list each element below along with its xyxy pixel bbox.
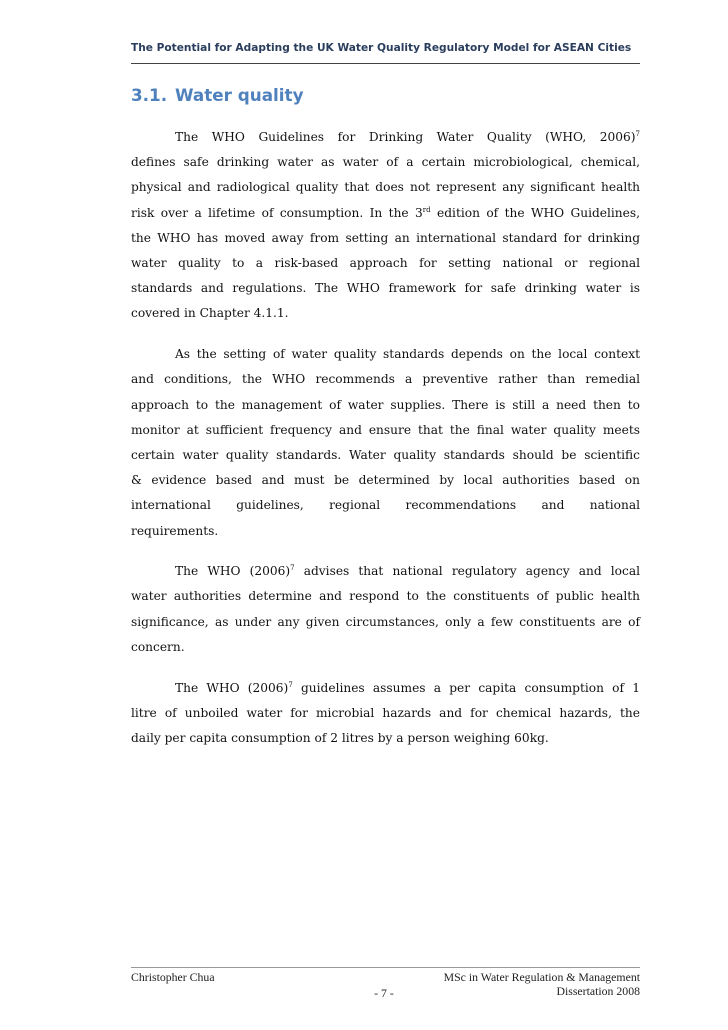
line-text: The WHO (2006) <box>175 680 289 695</box>
superscript: 7 <box>290 564 295 573</box>
text-line <box>131 301 640 326</box>
text-line <box>131 726 640 751</box>
text-line <box>131 175 640 200</box>
line-text: standards and regulations. The WHO framework for safe drinking water is <box>131 281 640 296</box>
text-line <box>131 468 640 493</box>
text-line <box>131 493 640 518</box>
text-line <box>131 418 640 443</box>
line-text: litre of unboiled water for microbial hazards and for chemical hazards, the <box>131 705 640 720</box>
text-line <box>131 393 640 418</box>
line-text: requirements. <box>131 523 219 538</box>
line-text: risk over a lifetime of consumption. In the 3 <box>131 205 423 220</box>
superscript: 7 <box>635 130 640 138</box>
line-text: the WHO has moved away from setting an international standard for drinking <box>131 230 640 245</box>
page-number: - 7 - <box>374 986 394 1000</box>
line-text: certain water quality standards. Water quality standards should be scientific <box>131 447 640 462</box>
text-line <box>131 150 640 175</box>
text-line <box>131 635 640 660</box>
line-text: monitor at sufficient frequency and ensure that the final water quality meets <box>131 422 640 437</box>
text-line <box>131 519 640 544</box>
text-line <box>131 251 640 276</box>
footer-degree-info <box>444 970 640 998</box>
section-title: Water quality <box>175 85 304 105</box>
line-text: The WHO Guidelines for Drinking Water Quality (WHO, 2006) <box>175 130 636 144</box>
line-text: international guidelines, regional recommendations and national <box>131 498 640 513</box>
text-line <box>131 559 640 584</box>
line-text-tail: advises that national regulatory agency and local <box>294 564 640 579</box>
text-line <box>131 201 640 226</box>
line-text: daily per capita consumption of 2 litres by a person weighing 60kg. <box>131 730 549 745</box>
line-text-tail: guidelines assumes a per capita consumption of 1 <box>292 680 640 695</box>
text-line <box>131 443 640 468</box>
line-text: As the setting of water quality standards depends on the local context <box>175 347 640 362</box>
text-line <box>131 367 640 392</box>
line-text: defines safe drinking water as water of a certain microbiological, chemical, <box>131 155 640 170</box>
line-text: covered in Chapter 4.1.1. <box>131 306 289 321</box>
line-text: The WHO (2006) <box>175 564 291 579</box>
body-text <box>131 125 640 767</box>
paragraph <box>131 342 640 544</box>
line-text: concern. <box>131 639 185 654</box>
line-text-tail: edition of the WHO Guidelines, <box>430 205 640 220</box>
footer-author: Christopher Chua <box>131 970 215 984</box>
paragraph <box>131 676 640 752</box>
line-text: and conditions, the WHO recommends a preventive rather than remedial <box>131 372 640 387</box>
header-divider <box>131 63 640 64</box>
section-heading <box>131 85 304 105</box>
text-line <box>131 610 640 635</box>
line-text: water authorities determine and respond to the constituents of public health <box>131 589 640 604</box>
line-text: significance, as under any given circumstances, only a few constituents are of <box>131 614 640 629</box>
superscript: rd <box>422 205 431 214</box>
line-text: & evidence based and must be determined by local authorities based on <box>131 473 640 488</box>
section-number: 3.1. <box>131 85 168 105</box>
line-text: water quality to a risk-based approach for setting national or regional <box>131 256 640 271</box>
text-line <box>131 276 640 301</box>
text-line <box>131 701 640 726</box>
superscript: 7 <box>288 680 293 689</box>
paragraph <box>131 125 640 327</box>
footer-program: MSc in Water Regulation & Management <box>443 970 640 984</box>
line-text: approach to the management of water supplies. There is still a need then to <box>131 397 640 412</box>
text-line <box>131 125 640 150</box>
text-line <box>131 342 640 367</box>
text-line <box>131 676 640 701</box>
text-line <box>131 226 640 251</box>
line-text: physical and radiological quality that does not represent any significant health <box>131 180 640 195</box>
paragraph <box>131 559 640 660</box>
text-line <box>131 584 640 609</box>
running-header: The Potential for Adapting the UK Water Quality Regulatory Model for ASEAN Cities <box>131 42 632 54</box>
footer-divider <box>131 967 640 968</box>
footer-dissertation: Dissertation 2008 <box>556 984 640 998</box>
